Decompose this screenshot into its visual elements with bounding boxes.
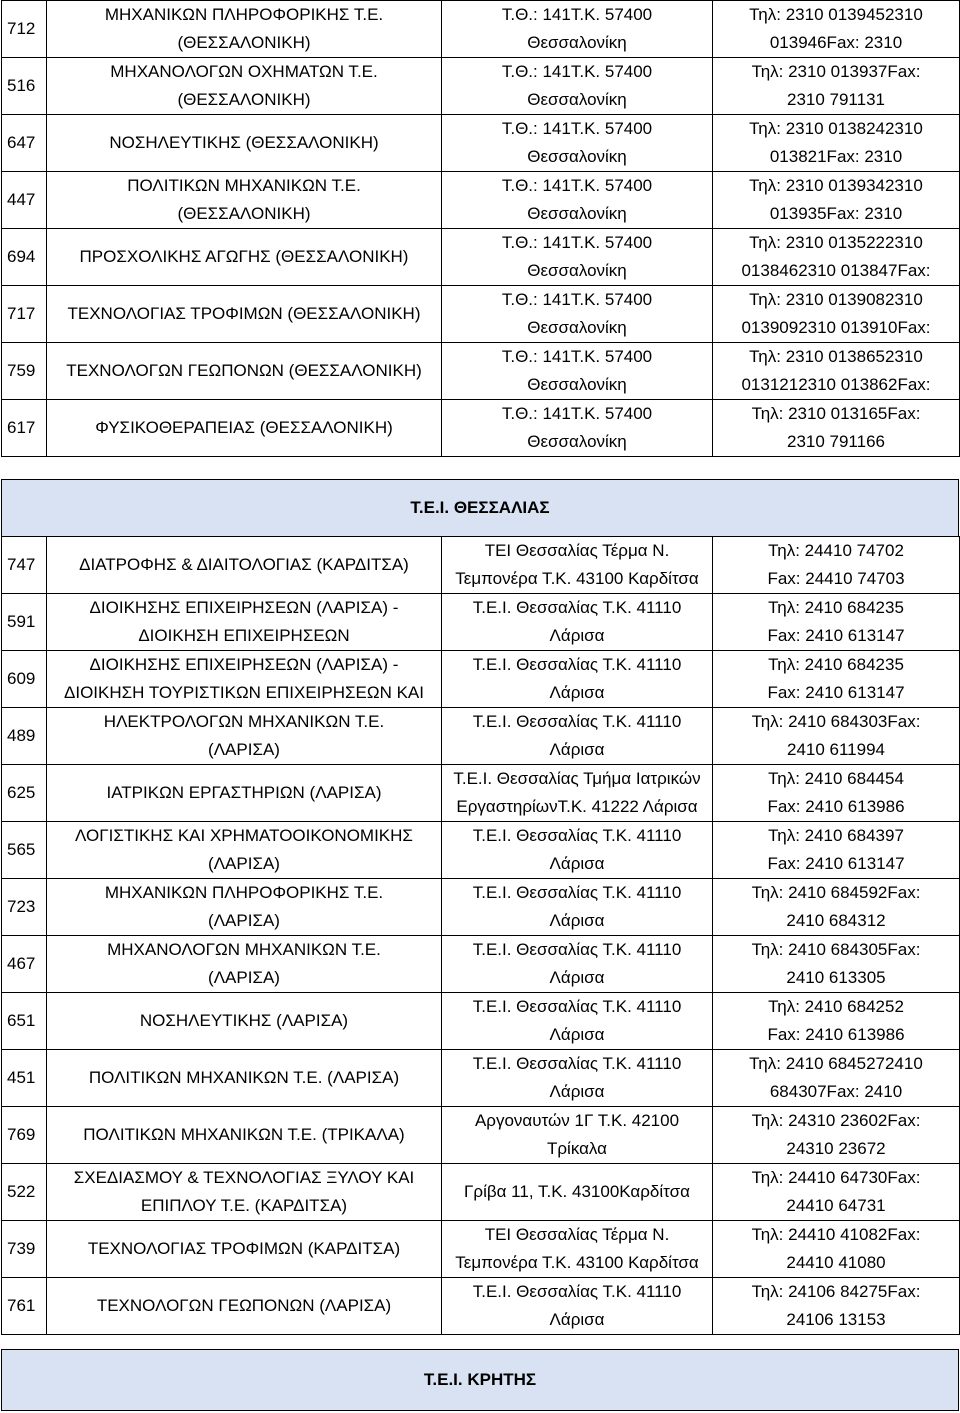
table-row [2,594,960,651]
department-code [2,1221,47,1278]
department-address [442,993,713,1050]
department-address-text: Τ.Ε.Ι. Θεσσαλίας Τ.Κ. 41110 Λάρισα [472,1054,682,1101]
department-address-text: Τ.Θ.: 141Τ.Κ. 57400 Θεσσαλονίκη [501,290,653,337]
department-address-text: Τ.Ε.Ι. Θεσσαλίας Τ.Κ. 41110 Λάρισα [472,712,682,759]
department-name-text: ΜΗΧΑΝΟΛΟΓΩΝ ΜΗΧΑΝΙΚΩΝ Τ.Ε. (ΛΑΡΙΣΑ) [107,940,381,987]
department-code [2,594,47,651]
department-address-text: Τ.Ε.Ι. Θεσσαλίας Τ.Κ. 41110 Λάρισα [472,655,682,702]
department-address [442,343,713,400]
department-name-text: ΣΧΕΔΙΑΣΜΟΥ & ΤΕΧΝΟΛΟΓΙΑΣ ΞΥΛΟΥ ΚΑΙ ΕΠΙΠΛΟΥ Τ.Ε. (ΚΑΡΔΙΤΣΑ) [73,1168,415,1215]
department-name [47,708,442,765]
department-phone-text: Τηλ: 24410 41082Fax: 24410 41080 [751,1225,921,1272]
table-row [2,765,960,822]
table-row [2,651,960,708]
department-phone-text: Τηλ: 2410 684592Fax: 2410 684312 [751,883,921,930]
department-address [442,1,713,58]
department-phone-text: Τηλ: 2410 684303Fax: 2410 611994 [751,712,921,759]
department-phone-text: Τηλ: 24410 74702 Fax: 24410 74703 [767,541,905,588]
department-phone [713,993,960,1050]
department-name-text: ΜΗΧΑΝΟΛΟΓΩΝ ΟΧΗΜΑΤΩΝ Τ.Ε. (ΘΕΣΣΑΛΟΝΙΚΗ) [110,62,378,109]
department-address [442,1050,713,1107]
department-code [2,936,47,993]
department-name [47,936,442,993]
department-phone-text: Τηλ: 2310 0138652310 0131212310 013862Fax: [741,347,931,394]
department-code [2,822,47,879]
department-phone-text: Τηλ: 2410 684305Fax: 2410 613305 [751,940,921,987]
department-phone [713,229,960,286]
department-address [442,822,713,879]
department-address [442,1278,713,1335]
department-code-text: 625 [7,783,36,802]
department-address [442,765,713,822]
department-name [47,537,442,594]
department-code-text: 759 [7,361,36,380]
thessaloniki-departments-table [1,0,960,457]
department-name [47,343,442,400]
department-code [2,58,47,115]
department-code-text: 723 [7,897,36,916]
department-name [47,115,442,172]
department-name-text: ΜΗΧΑΝΙΚΩΝ ΠΛΗΡΟΦΟΡΙΚΗΣ Τ.Ε. (ΛΑΡΙΣΑ) [104,883,384,930]
department-phone [713,172,960,229]
department-code [2,1164,47,1221]
department-name [47,1107,442,1164]
department-name-text: ΛΟΓΙΣΤΙΚΗΣ ΚΑΙ ΧΡΗΜΑΤΟΟΙΚΟΝΟΜΙΚΗΣ (ΛΑΡΙΣΑ) [75,826,413,873]
department-code [2,1,47,58]
department-code [2,1050,47,1107]
department-code-text: 651 [7,1011,36,1030]
department-code [2,993,47,1050]
table-row [2,879,960,936]
department-code-text: 516 [7,76,36,95]
department-address [442,229,713,286]
department-name-text: ΠΟΛΙΤΙΚΩΝ ΜΗΧΑΝΙΚΩΝ Τ.Ε. (ΛΑΡΙΣΑ) [88,1068,400,1087]
department-phone [713,765,960,822]
department-address [442,1221,713,1278]
department-code [2,343,47,400]
department-code-text: 739 [7,1239,36,1258]
department-address-text: Τ.Ε.Ι. Θεσσαλίας Τ.Κ. 41110 Λάρισα [472,826,682,873]
table-row [2,936,960,993]
department-address-text: ΤΕΙ Θεσσαλίας Τέρμα Ν. Τεμπονέρα Τ.Κ. 43100 Καρδίτσα [455,1225,699,1272]
department-address-text: Τ.Ε.Ι. Θεσσαλίας Τμήμα Ιατρικών ΕργαστηρίωνΤ.Κ. 41222 Λάρισα [453,769,701,816]
department-address-text: Τ.Θ.: 141Τ.Κ. 57400 Θεσσαλονίκη [501,404,653,451]
department-name-text: ΜΗΧΑΝΙΚΩΝ ΠΛΗΡΟΦΟΡΙΚΗΣ Τ.Ε. (ΘΕΣΣΑΛΟΝΙΚΗ) [104,5,384,52]
department-address [442,936,713,993]
department-name [47,594,442,651]
department-name [47,1050,442,1107]
department-name-text: ΤΕΧΝΟΛΟΓΙΑΣ ΤΡΟΦΙΜΩΝ (ΚΑΡΔΙΤΣΑ) [87,1239,401,1258]
department-code-text: 565 [7,840,36,859]
table-row [2,1050,960,1107]
department-address [442,286,713,343]
department-address-text: Τ.Θ.: 141Τ.Κ. 57400 Θεσσαλονίκη [501,347,653,394]
department-code-text: 522 [7,1182,36,1201]
department-name [47,993,442,1050]
department-address-text: Τ.Θ.: 141Τ.Κ. 57400 Θεσσαλονίκη [501,176,653,223]
department-address-text: Τ.Ε.Ι. Θεσσαλίας Τ.Κ. 41110 Λάρισα [472,940,682,987]
department-name [47,822,442,879]
department-phone-text: Τηλ: 2410 684454 Fax: 2410 613986 [767,769,905,816]
table-row [2,172,960,229]
department-name-text: ΔΙΑΤΡΟΦΗΣ & ΔΙΑΙΤΟΛΟΓΙΑΣ (ΚΑΡΔΙΤΣΑ) [79,555,409,574]
department-code-text: 447 [7,190,36,209]
department-phone [713,594,960,651]
department-code [2,1107,47,1164]
department-address [442,651,713,708]
department-phone [713,1050,960,1107]
department-phone-text: Τηλ: 2310 0139342310 013935Fax: 2310 [749,176,923,223]
department-code-text: 712 [7,19,36,38]
department-code [2,537,47,594]
department-phone [713,651,960,708]
department-code [2,286,47,343]
department-address-text: Τ.Θ.: 141Τ.Κ. 57400 Θεσσαλονίκη [501,5,653,52]
department-name-text: ΙΑΤΡΙΚΩΝ ΕΡΓΑΣΤΗΡΙΩΝ (ΛΑΡΙΣΑ) [106,783,382,802]
department-address-text: Γρίβα 11, Τ.Κ. 43100Καρδίτσα [464,1182,690,1201]
table-row [2,115,960,172]
department-phone [713,1164,960,1221]
table-row [2,708,960,765]
department-phone-text: Τηλ: 2310 013165Fax: 2310 791166 [751,404,921,451]
table-row [2,1278,960,1335]
department-phone [713,1107,960,1164]
department-phone [713,1278,960,1335]
department-name [47,286,442,343]
department-phone-text: Τηλ: 2310 0139082310 0139092310 013910Fax: [741,290,931,337]
department-code-text: 647 [7,133,36,152]
department-phone-text: Τηλ: 2410 6845272410 684307Fax: 2410 [749,1054,923,1101]
department-name-text: ΝΟΣΗΛΕΥΤΙΚΗΣ (ΛΑΡΙΣΑ) [139,1011,349,1030]
department-name-text: ΠΡΟΣΧΟΛΙΚΗΣ ΑΓΩΓΗΣ (ΘΕΣΣΑΛΟΝΙΚΗ) [79,247,409,266]
department-address [442,594,713,651]
department-address-text: Τ.Ε.Ι. Θεσσαλίας Τ.Κ. 41110 Λάρισα [472,598,682,645]
department-name-text: ΦΥΣΙΚΟΘΕΡΑΠΕΙΑΣ (ΘΕΣΣΑΛΟΝΙΚΗ) [95,418,393,437]
department-code [2,229,47,286]
department-code-text: 694 [7,247,36,266]
department-name [47,229,442,286]
department-address [442,400,713,457]
department-phone [713,1221,960,1278]
table-row [2,1,960,58]
department-code-text: 717 [7,304,36,323]
department-address-text: ΤΕΙ Θεσσαλίας Τέρμα Ν. Τεμπονέρα Τ.Κ. 43100 Καρδίτσα [455,541,699,588]
department-phone-text: Τηλ: 2310 013937Fax: 2310 791131 [751,62,921,109]
department-name [47,1221,442,1278]
department-phone [713,879,960,936]
table-row [2,993,960,1050]
department-address-text: Τ.Ε.Ι. Θεσσαλίας Τ.Κ. 41110 Λάρισα [472,883,682,930]
department-code-text: 451 [7,1068,36,1087]
department-phone [713,936,960,993]
department-name-text: ΤΕΧΝΟΛΟΓΩΝ ΓΕΩΠΟΝΩΝ (ΘΕΣΣΑΛΟΝΙΚΗ) [66,361,422,380]
department-name [47,58,442,115]
department-name-text: ΠΟΛΙΤΙΚΩΝ ΜΗΧΑΝΙΚΩΝ Τ.Ε. (ΤΡΙΚΑΛΑ) [83,1125,405,1144]
department-code [2,115,47,172]
department-phone [713,115,960,172]
department-name-text: ΤΕΧΝΟΛΟΓΙΑΣ ΤΡΟΦΙΜΩΝ (ΘΕΣΣΑΛΟΝΙΚΗ) [67,304,421,323]
department-phone-text: Τηλ: 2310 0135222310 0138462310 013847Fax: [741,233,931,280]
department-address-text: Τ.Ε.Ι. Θεσσαλίας Τ.Κ. 41110 Λάρισα [472,997,682,1044]
department-phone [713,286,960,343]
department-address-text: Αργοναυτών 1Γ Τ.Κ. 42100 Τρίκαλα [474,1111,680,1158]
department-name [47,172,442,229]
department-phone-text: Τηλ: 2410 684235 Fax: 2410 613147 [767,598,905,645]
department-name [47,879,442,936]
department-name [47,765,442,822]
department-code-text: 761 [7,1296,36,1315]
department-phone-text: Τηλ: 2310 0139452310 013946Fax: 2310 [749,5,923,52]
table-row [2,343,960,400]
department-code [2,879,47,936]
department-phone [713,400,960,457]
department-name-text: ΔΙΟΙΚΗΣΗΣ ΕΠΙΧΕΙΡΗΣΕΩΝ (ΛΑΡΙΣΑ) - ΔΙΟΙΚΗΣΗ ΕΠΙΧΕΙΡΗΣΕΩΝ [89,598,399,645]
table-row [2,400,960,457]
department-phone-text: Τηλ: 24310 23602Fax: 24310 23672 [751,1111,921,1158]
department-phone-text: Τηλ: 2410 684235 Fax: 2410 613147 [767,655,905,702]
table-row [2,1107,960,1164]
table-row [2,1221,960,1278]
table-row [2,286,960,343]
department-code [2,651,47,708]
department-phone-text: Τηλ: 24410 64730Fax: 24410 64731 [751,1168,921,1215]
table-row [2,58,960,115]
department-address [442,537,713,594]
department-code [2,400,47,457]
department-name [47,1278,442,1335]
department-name-text: ΠΟΛΙΤΙΚΩΝ ΜΗΧΑΝΙΚΩΝ Τ.Ε. (ΘΕΣΣΑΛΟΝΙΚΗ) [127,176,361,223]
department-address-text: Τ.Θ.: 141Τ.Κ. 57400 Θεσσαλονίκη [501,119,653,166]
department-name [47,1164,442,1221]
department-code-text: 769 [7,1125,36,1144]
department-address-text: Τ.Ε.Ι. Θεσσαλίας Τ.Κ. 41110 Λάρισα [472,1282,682,1329]
department-phone-text: Τηλ: 2310 0138242310 013821Fax: 2310 [749,119,923,166]
department-name-text: ΤΕΧΝΟΛΟΓΩΝ ΓΕΩΠΟΝΩΝ (ΛΑΡΙΣΑ) [96,1296,392,1315]
section-header-tei-kritis: Τ.Ε.Ι. ΚΡΗΤΗΣ [1,1349,959,1411]
department-phone [713,537,960,594]
department-code [2,765,47,822]
department-code [2,708,47,765]
department-code-text: 617 [7,418,36,437]
department-name [47,1,442,58]
department-code [2,172,47,229]
department-phone [713,343,960,400]
department-phone [713,708,960,765]
department-address [442,708,713,765]
section-header-tei-thessalias: Τ.Ε.Ι. ΘΕΣΣΑΛΙΑΣ [1,479,959,537]
department-code-text: 591 [7,612,36,631]
department-name-text: ΔΙΟΙΚΗΣΗΣ ΕΠΙΧΕΙΡΗΣΕΩΝ (ΛΑΡΙΣΑ) - ΔΙΟΙΚΗΣΗ ΤΟΥΡΙΣΤΙΚΩΝ ΕΠΙΧΕΙΡΗΣΕΩΝ ΚΑΙ [64,655,424,702]
table-row [2,537,960,594]
department-address-text: Τ.Θ.: 141Τ.Κ. 57400 Θεσσαλονίκη [501,62,653,109]
department-address [442,172,713,229]
table-row [2,229,960,286]
department-phone [713,58,960,115]
department-address [442,1107,713,1164]
department-address [442,115,713,172]
department-address-text: Τ.Θ.: 141Τ.Κ. 57400 Θεσσαλονίκη [501,233,653,280]
thessalias-departments-table [1,536,960,1335]
department-phone-text: Τηλ: 2410 684397 Fax: 2410 613147 [767,826,905,873]
table-row [2,1164,960,1221]
department-code-text: 489 [7,726,36,745]
department-phone [713,1,960,58]
department-name-text: ΝΟΣΗΛΕΥΤΙΚΗΣ (ΘΕΣΣΑΛΟΝΙΚΗ) [109,133,379,152]
department-address [442,879,713,936]
department-phone-text: Τηλ: 2410 684252 Fax: 2410 613986 [767,997,905,1044]
department-name-text: ΗΛΕΚΤΡΟΛΟΓΩΝ ΜΗΧΑΝΙΚΩΝ Τ.Ε. (ΛΑΡΙΣΑ) [103,712,385,759]
department-name [47,400,442,457]
department-code [2,1278,47,1335]
table-row [2,822,960,879]
department-phone-text: Τηλ: 24106 84275Fax: 24106 13153 [751,1282,921,1329]
department-code-text: 747 [7,555,36,574]
department-address [442,1164,713,1221]
department-address [442,58,713,115]
department-name [47,651,442,708]
department-code-text: 467 [7,954,36,973]
department-code-text: 609 [7,669,36,688]
department-phone [713,822,960,879]
